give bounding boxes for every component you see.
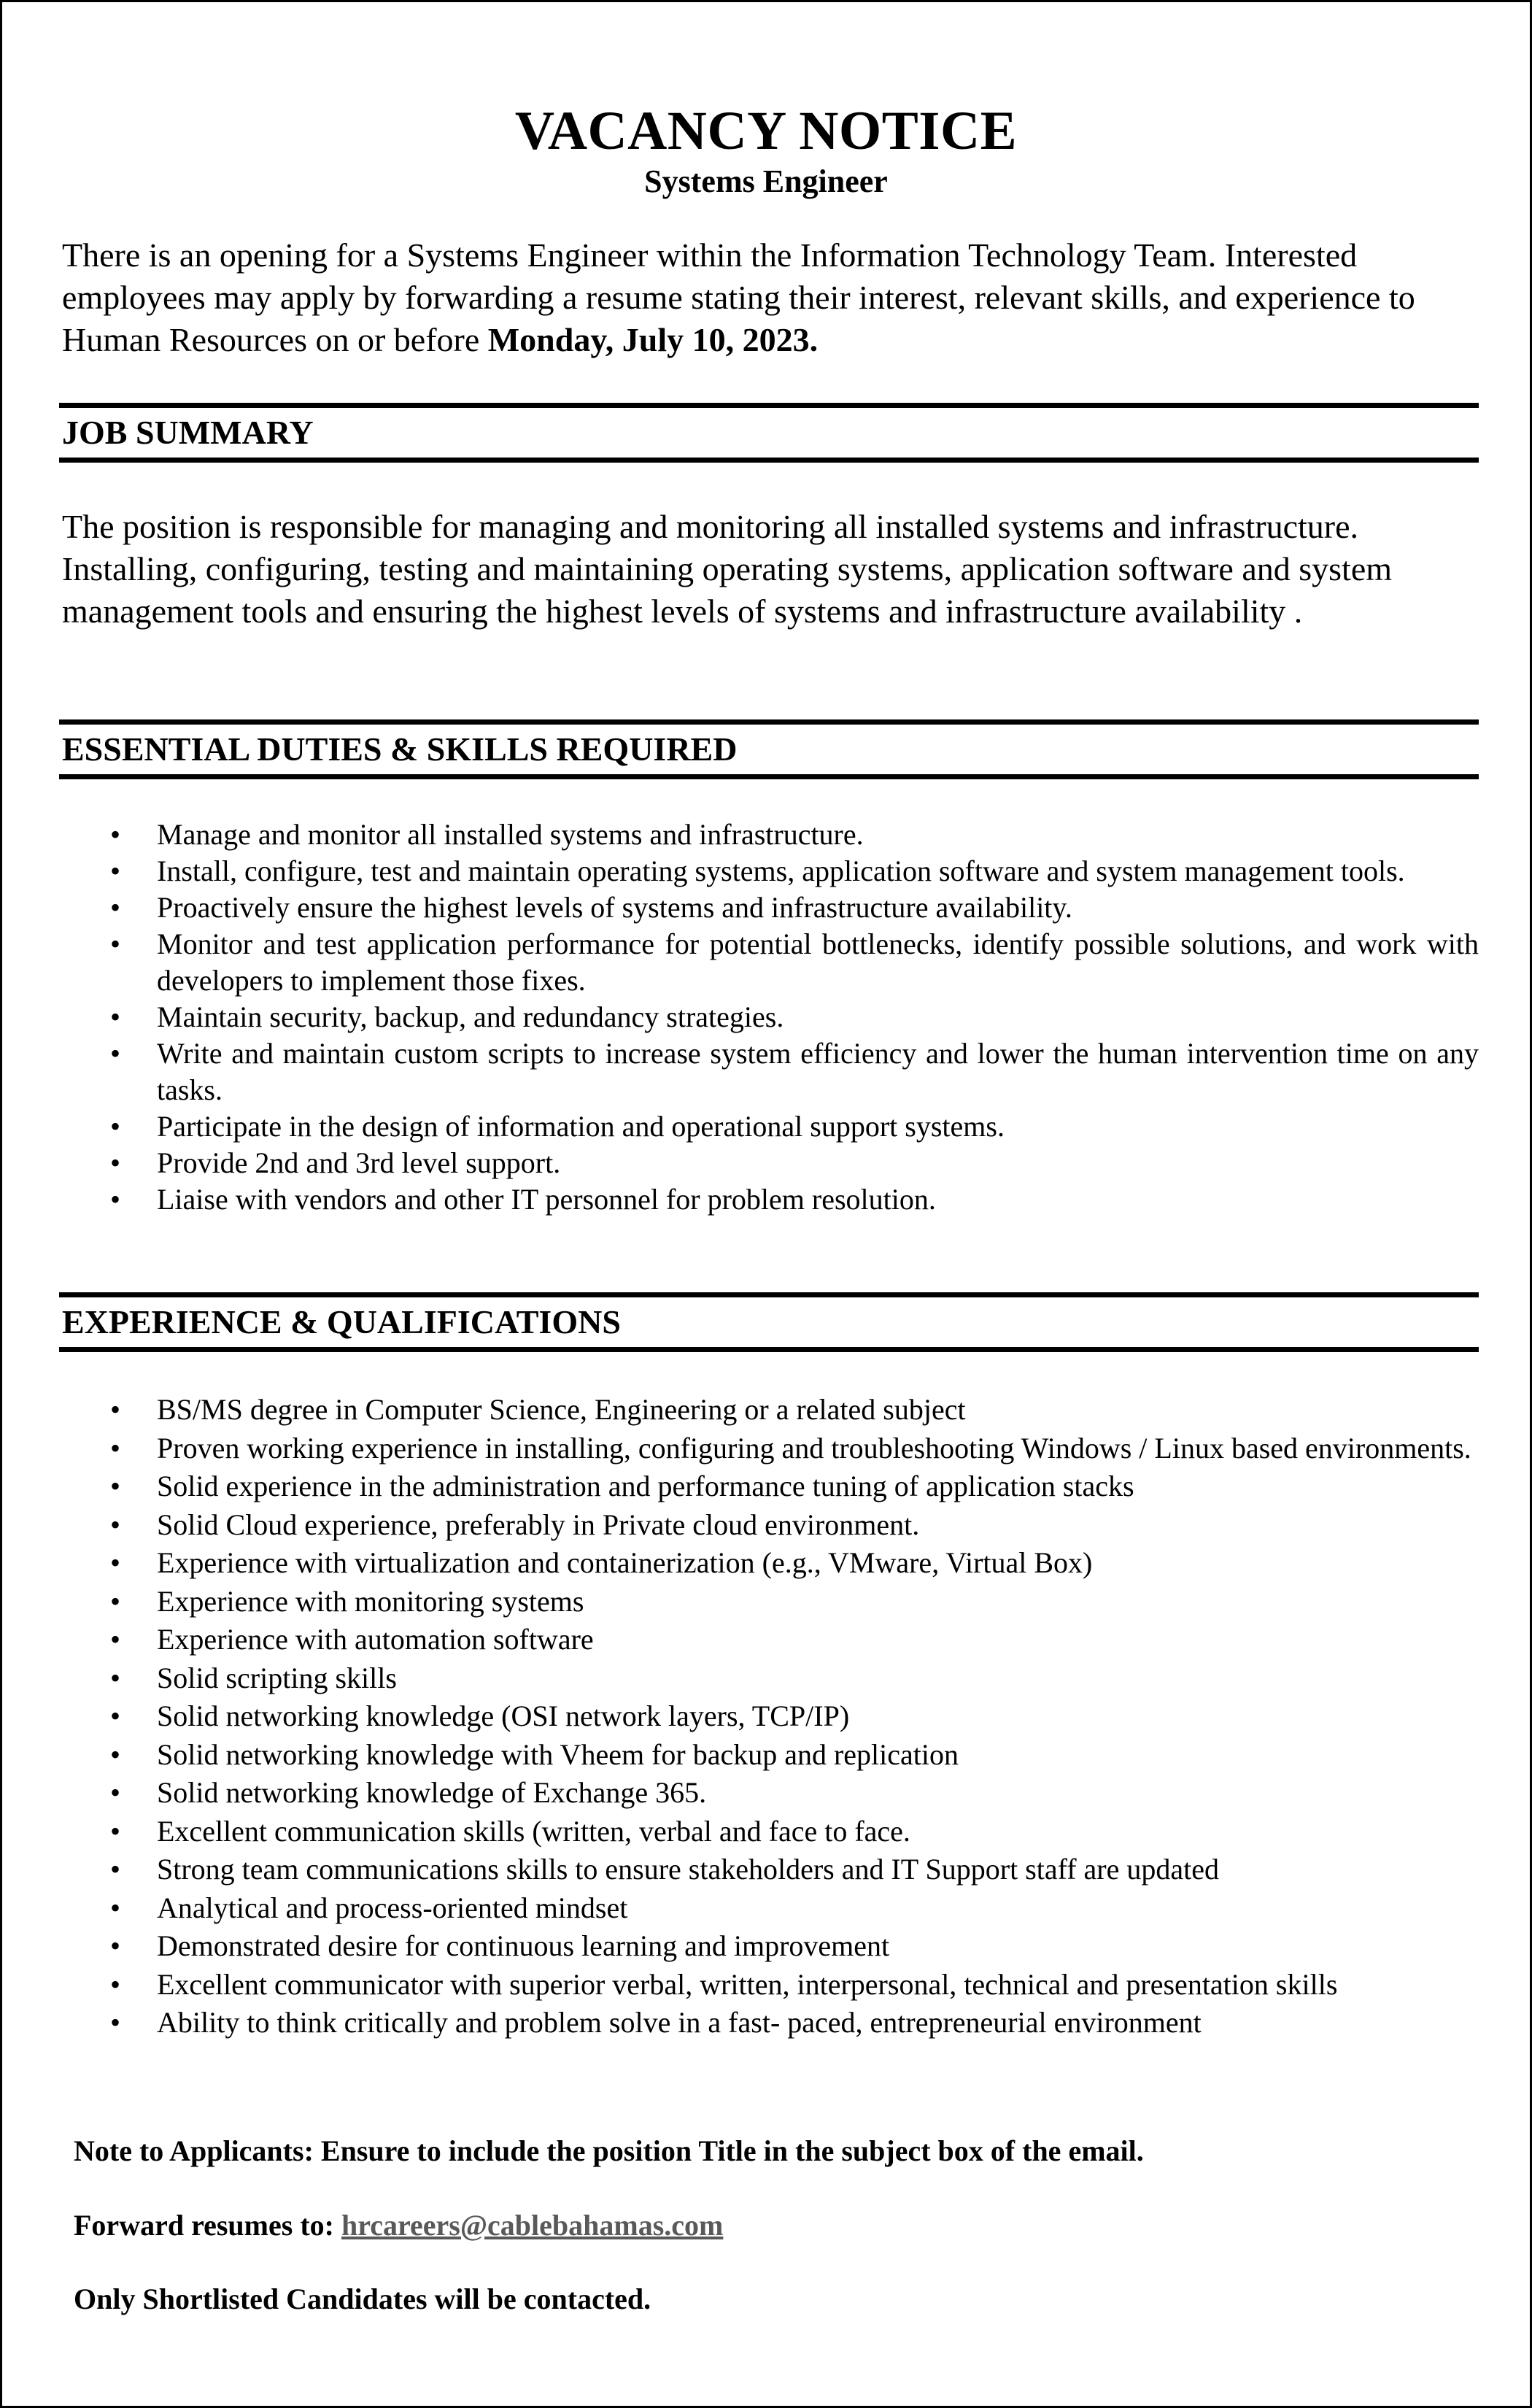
bullet-icon: • xyxy=(110,1929,121,1962)
list-item xyxy=(62,1774,1479,1813)
bullet-icon: • xyxy=(110,1737,121,1771)
list-item-text: Maintain security, backup, and redundancy strategies. xyxy=(157,1000,784,1033)
list-item xyxy=(62,2004,1479,2042)
bullet-icon: • xyxy=(110,1891,121,1924)
position-subtitle: Systems Engineer xyxy=(644,163,888,199)
list-item-text: Write and maintain custom scripts to increase system efficiency and lower the human intervention time on any tasks. xyxy=(157,1037,1479,1106)
bullet-icon: • xyxy=(110,1814,121,1848)
list-item-text: Excellent communicator with superior verbal, written, interpersonal, technical and presentation skills xyxy=(157,1967,1338,2001)
list-item-text: Demonstrated desire for continuous learning and improvement xyxy=(157,1929,890,1962)
list-item-text: Excellent communication skills (written, verbal and face to face. xyxy=(157,1814,910,1848)
subject-note: Note to Applicants: Ensure to include the position Title in the subject box of the email. xyxy=(74,2134,1144,2167)
list-item xyxy=(62,1966,1479,2004)
list-item-text: Install, configure, test and maintain operating systems, application software and system management tools. xyxy=(157,854,1405,887)
experience-list xyxy=(62,1391,1479,2042)
bullet-icon: • xyxy=(110,1110,121,1143)
list-item-text: Experience with monitoring systems xyxy=(157,1584,584,1618)
bullet-icon: • xyxy=(110,927,121,960)
bullet-icon: • xyxy=(110,891,121,924)
experience-heading: EXPERIENCE & QUALIFICATIONS xyxy=(59,1292,1479,1352)
list-item xyxy=(62,1851,1479,1889)
list-item xyxy=(62,1181,1479,1218)
bullet-icon: • xyxy=(110,2006,121,2039)
bullet-icon: • xyxy=(110,1393,121,1426)
list-item-text: Solid networking knowledge of Exchange 365. xyxy=(157,1776,707,1809)
list-item-text: Strong team communications skills to ensure stakeholders and IT Support staff are updated xyxy=(157,1853,1219,1886)
list-item-text: Solid experience in the administration and performance tuning of application stacks xyxy=(157,1470,1134,1502)
intro-paragraph xyxy=(62,234,1479,361)
list-item-text: Solid scripting skills xyxy=(157,1661,397,1694)
list-item-text: BS/MS degree in Computer Science, Engineering or a related subject xyxy=(157,1393,966,1426)
list-item xyxy=(62,1659,1479,1698)
list-item xyxy=(62,853,1479,890)
list-item xyxy=(62,1544,1479,1583)
bullet-icon: • xyxy=(110,1000,121,1033)
bullet-icon: • xyxy=(110,1037,121,1070)
list-item-text: Experience with virtualization and containerization (e.g., VMware, Virtual Box) xyxy=(157,1546,1093,1579)
bullet-icon: • xyxy=(110,1470,121,1502)
hr-email-link[interactable]: hrcareers@cablebahamas.com xyxy=(341,2209,724,2242)
list-item-text: Solid Cloud experience, preferably in Private cloud environment. xyxy=(157,1508,920,1541)
intro-text: There is an opening for a Systems Engineer within the Information Technology Team. Interested employees may apply by forwarding a resume stating their interest, relevant skills, and experience to Human Resources on or before xyxy=(62,236,1415,358)
bullet-icon: • xyxy=(110,854,121,887)
bullet-icon: • xyxy=(110,1146,121,1179)
list-item xyxy=(62,1697,1479,1736)
bullet-icon: • xyxy=(110,1584,121,1618)
bullet-icon: • xyxy=(110,1699,121,1732)
list-item-text: Participate in the design of information and operational support systems. xyxy=(157,1110,1005,1143)
bullet-icon: • xyxy=(110,1623,121,1656)
list-item xyxy=(62,1889,1479,1928)
list-item xyxy=(62,1621,1479,1659)
list-item-text: Solid networking knowledge with Vheem for backup and replication xyxy=(157,1737,959,1771)
duties-list xyxy=(62,817,1479,1218)
list-item-text: Solid networking knowledge (OSI network layers, TCP/IP) xyxy=(157,1699,850,1732)
bullet-icon: • xyxy=(110,1967,121,2001)
page-title: VACANCY NOTICE xyxy=(514,101,1018,161)
bullet-icon: • xyxy=(110,1183,121,1216)
list-item-text: Proven working experience in installing, configuring and troubleshooting Windows / Linux based environments. xyxy=(157,1431,1471,1465)
list-item-text: Provide 2nd and 3rd level support. xyxy=(157,1146,561,1179)
forward-resumes-line xyxy=(74,2207,723,2244)
shortlist-note: Only Shortlisted Candidates will be contacted. xyxy=(74,2282,651,2315)
bullet-icon: • xyxy=(110,1546,121,1579)
list-item xyxy=(62,1467,1479,1506)
list-item xyxy=(62,1583,1479,1621)
list-item xyxy=(62,1927,1479,1966)
list-item xyxy=(62,999,1479,1035)
duties-heading: ESSENTIAL DUTIES & SKILLS REQUIRED xyxy=(59,719,1479,779)
list-item-text: Ability to think critically and problem solve in a fast- paced, entrepreneurial environment xyxy=(157,2006,1202,2039)
list-item-text: Monitor and test application performance for potential bottlenecks, identify possible solutions, and work with developers to implement those fixes. xyxy=(157,927,1479,997)
bullet-icon: • xyxy=(110,1853,121,1886)
list-item xyxy=(62,1506,1479,1545)
job-summary-heading: JOB SUMMARY xyxy=(59,403,1479,463)
list-item xyxy=(62,817,1479,853)
list-item-text: Liaise with vendors and other IT personnel for problem resolution. xyxy=(157,1183,936,1216)
list-item-text: Manage and monitor all installed systems and infrastructure. xyxy=(157,818,864,851)
bullet-icon: • xyxy=(110,1776,121,1809)
list-item-text: Experience with automation software xyxy=(157,1623,594,1656)
list-item xyxy=(62,1108,1479,1145)
bullet-icon: • xyxy=(110,1431,121,1465)
list-item xyxy=(62,1035,1479,1108)
list-item-text: Proactively ensure the highest levels of systems and infrastructure availability. xyxy=(157,891,1072,924)
list-item xyxy=(62,890,1479,926)
list-item-text: Analytical and process-oriented mindset xyxy=(157,1891,628,1924)
forward-label: Forward resumes to: xyxy=(74,2209,341,2242)
list-item xyxy=(62,1145,1479,1181)
bullet-icon: • xyxy=(110,1508,121,1541)
application-deadline: Monday, July 10, 2023. xyxy=(487,321,819,358)
bullet-icon: • xyxy=(110,1661,121,1694)
list-item xyxy=(62,1429,1479,1468)
bullet-icon: • xyxy=(110,818,121,851)
list-item xyxy=(62,1391,1479,1429)
list-item xyxy=(62,1813,1479,1851)
job-summary-text: The position is responsible for managing and monitoring all installed systems and infrastructure. Installing, configuring, testing and maintaining operating systems, application software and system management tools and ensuring the highest levels of systems and infrastructure availability . xyxy=(62,508,1393,630)
list-item xyxy=(62,926,1479,999)
list-item xyxy=(62,1736,1479,1775)
